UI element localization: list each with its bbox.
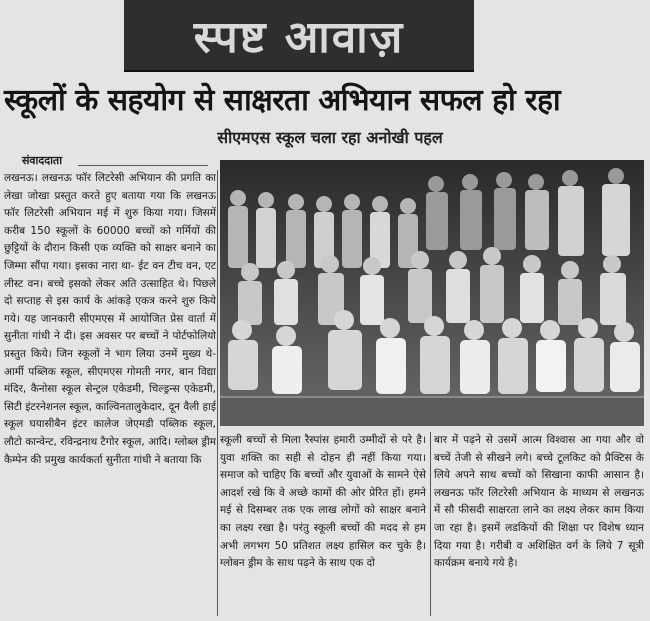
students-group-photo: [220, 160, 644, 426]
newspaper-title: स्पष्ट आवाज़: [193, 12, 405, 63]
column-divider-2: [430, 432, 431, 616]
article-column-3: [434, 432, 644, 616]
article-column-2: [220, 432, 426, 616]
masthead: [124, 0, 474, 72]
article-subheadline: सीएमएस स्कूल चला रहा अनोखी पहल: [217, 128, 443, 147]
column-divider-1: [217, 170, 218, 616]
article-photo: [220, 160, 644, 426]
byline-rule: [78, 165, 208, 166]
article-headline: स्कूलों के सहयोग से साक्षरता अभियान सफल हो रहा: [4, 83, 561, 118]
column-2-text: स्कूली बच्चों से मिला रैस्पांस हमारी उम्मीदों से परे है। युवा शक्ति का सही से दोहन ही नहीं किया गया। समाज को चाहिए कि बच्चों और युवाओं के सामने ऐसे आदर्श रखे कि वे अच्छे कामों की ओर प्रेरित हों। हमने मई से दिसम्बर तक एक लाख लोगों को साक्षर बनाने का लक्ष्य रखा है। परंतु स्कूली बच्चों की मदद से हम अभी लगभग 50 प्रतिशत लक्ष्य हासिल कर चुके है। ग्लोबन ड्रीम के साथ पढ़ने के साथ एक दो: [220, 434, 426, 570]
article-column-1: [4, 170, 216, 616]
column-1-text: लखनऊ। लखनऊ फॉर लिटरेसी अभियान की प्रगति का लेखा जोखा प्रस्तुत करते हुए बताया गया कि लखनऊ फॉर लिटरेसी अभियान मई में शुरु किया गया। जिसमें करीब 150 स्कूलों के 60000 बच्चों को गर्मियों की छुट्टियों के दौरान किसी एक व्यक्ति को साक्षर बनाने का जिम्मा सौंपा गया। इसका नारा था- ईट वन टीच वन, एट लीस्ट वन। बच्चे इसको लेकर अति उत्साहित थे। पिछले दो सप्ताह से इस कार्य के आंकड़े एकत्र करने शुरु किये गये। यह जानकारी सीएमएस में आयोजित प्रेस वार्ता में सुनीता गांधी ने दी। इस अवसर पर बच्चों ने पोर्टफोलियो प्रस्तुत किये। जिन स्कूलों ने भाग लिया उनमें मुख्य थे- आर्मी पब्लिक स्कूल, सीएमएस गोमती नगर, बान विद्या मंदिर, कैनोसा स्कूल सेन्ट्रल एकेडमी, चिल्ड्रन्स एकेडमी, सिटी इंटरनेशनल स्कूल, काल्विनतालुकेदार, दून वैली हाई स्कूल घयासीबैन इंटर कालेज जेएमडी पब्लिक स्कूल, लौटो कान्वेन्ट, रविन्द्रनाथ टैगोर स्कूल, आदि। ग्लोब्ल ड्रीम कैम्पेन की प्रमुख कार्यकर्ता सुनीता गांधी ने बताया कि: [4, 172, 216, 466]
column-3-text: बार में पढ़ने से उसमें आत्म विश्वास आ गया और वो बच्चें तेजी से सीखने लगे। बच्चे टूलकिट को प्रैक्टिस के लिये अपने साथ बच्चों को सिखाना काफी आसान है। लखनऊ फॉर लिटरेसी अभियान के माध्यम से लखनऊ में सौ फीसदी साक्षरता लाने का लक्ष्य लेकर काम किया जा रहा है। इसमें लडकियों की शिक्षा पर विशेष ध्यान दिया गया है। गरीबी व अशिक्षित वर्ग के लिये 7 सूत्री कार्यक्रम बनाये गये है।: [434, 434, 644, 570]
byline: संवाददाता: [22, 154, 63, 167]
